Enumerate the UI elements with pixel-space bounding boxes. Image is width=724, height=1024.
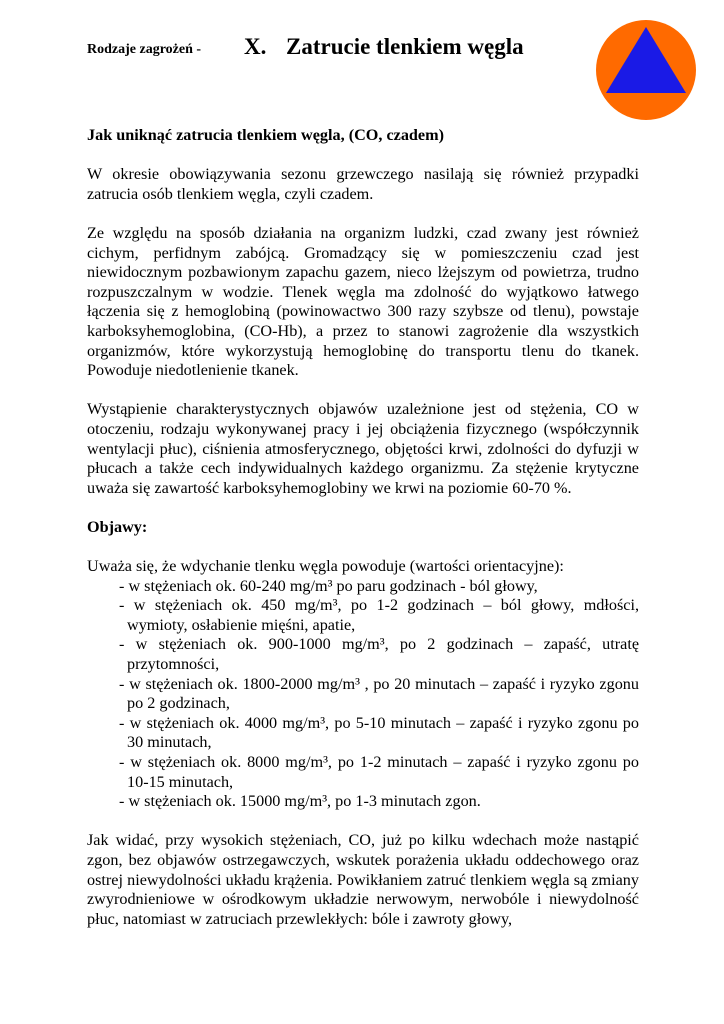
list-item xyxy=(119,792,639,812)
list-item xyxy=(119,675,639,714)
list-dash: - xyxy=(119,753,125,771)
list-item-text: w stężeniach ok. 8000 mg/m³, po 1-2 minutach – zapaść i ryzyko zgonu po 10-15 minutach, xyxy=(127,753,639,791)
list-item-text: w stężeniach ok. 900-1000 mg/m³, po 2 godzinach – zapaść, utratę przytomności, xyxy=(127,635,640,674)
list-item xyxy=(119,596,639,635)
list-item xyxy=(119,635,639,674)
section-heading-symptoms: Objawy: xyxy=(87,517,148,536)
list-item xyxy=(119,714,639,753)
list-item-text: w stężeniach ok. 1800-2000 mg/m³ , po 20 minutach – zapaść i ryzyko zgonu po 2 godzinach, xyxy=(127,674,639,713)
civil-defence-logo xyxy=(596,20,696,120)
paragraph-intro: W okresie obowiązywania sezonu grzewczego nasilają się również przypadki zatrucia osób tlenkiem węgla, czyli czadem. xyxy=(87,165,639,203)
page-title xyxy=(244,34,524,60)
symptoms-intro: Uważa się, że wdychanie tlenku węgla powoduje (wartości orientacyjne): xyxy=(87,557,564,576)
list-item-text: w stężeniach ok. 15000 mg/m³, po 1-3 minutach zgon. xyxy=(128,792,481,811)
list-dash: - xyxy=(119,792,125,811)
paragraph-silent-killer: Ze względu na sposób działania na organizm ludzki, czad zwany jest również cichym, perfidnym zabójcą. Gromadzący się w pomieszczeniu czad jest niewidocznym pozbawionym zapachu gazem, nieco lżejszym od powietrza, trudno rozpuszczalnym w wodzie. Tlenek węgla ma zdolność do wyjątkowo łatwego łączenia się z hemoglobiną (powinowactwo 300 razy szybsze od tlenu), powstaje karboksyhemoglobina, (CO-Hb), a przez to stanowi zagrożenie dla wszystkich organizmów, które wykorzystują hemoglobinę do transportu tlenu do tkanek. Powoduje niedotlenienie tkanek. xyxy=(87,223,639,380)
list-dash: - xyxy=(119,713,125,732)
chapter-title: Zatrucie tlenkiem węgla xyxy=(286,34,524,59)
chapter-number: X. xyxy=(244,34,267,59)
document-body xyxy=(87,126,639,949)
list-item-text: w stężeniach ok. 4000 mg/m³, po 5-10 minutach – zapaść i ryzyko zgonu po 30 minutach, xyxy=(127,713,639,752)
category-label: Rodzaje zagrożeń - xyxy=(87,42,202,57)
list-dash: - xyxy=(119,596,125,615)
dose-list xyxy=(87,577,639,812)
list-dash: - xyxy=(119,674,125,693)
list-item-text: w stężeniach ok. 60-240 mg/m³ po paru godzinach - ból głowy, xyxy=(128,576,538,595)
list-dash: - xyxy=(119,635,125,654)
paragraph-conclusion: Jak widać, przy wysokich stężeniach, CO, już po kilku wdechach może nastąpić zgon, bez objawów ostrzegawczych, wskutek porażenia układu oddechowego oraz ostrej niewydolności układu krążenia. Powikłaniem zatruć tlenkiem węgla są zmiany zwyrodnieniowe w ośrodkowym układzie nerwowym, nerwobóle i niewydolność płuc, natomiast w zatruciach przewlekłych: bóle i zawroty głowy, xyxy=(87,831,639,928)
list-item xyxy=(119,753,639,792)
list-item-text: w stężeniach ok. 450 mg/m³, po 1-2 godzinach – ból głowy, mdłości, wymioty, osłabienie mięśni, apatie, xyxy=(127,596,639,634)
list-dash: - xyxy=(119,576,125,595)
list-item xyxy=(119,577,639,597)
paragraph-symptom-factors: Wystąpienie charakterystycznych objawów uzależnione jest od stężenia, CO w otoczeniu, rodzaju wykonywanej pracy i jej obciążenia fizycznego (współczynnik wentylacji płuc), ciśnienia atmosferycznego, objętości krwi, zdolności do dyfuzji w płucach a także cech indywidualnych każdego organizmu. Za stężenie krytyczne uważa się zawartość karboksyhemoglobiny we krwi na poziomie 60-70 %. xyxy=(87,400,639,497)
section-heading-prevention: Jak uniknąć zatrucia tlenkiem węgla, (CO, czadem) xyxy=(87,126,444,144)
